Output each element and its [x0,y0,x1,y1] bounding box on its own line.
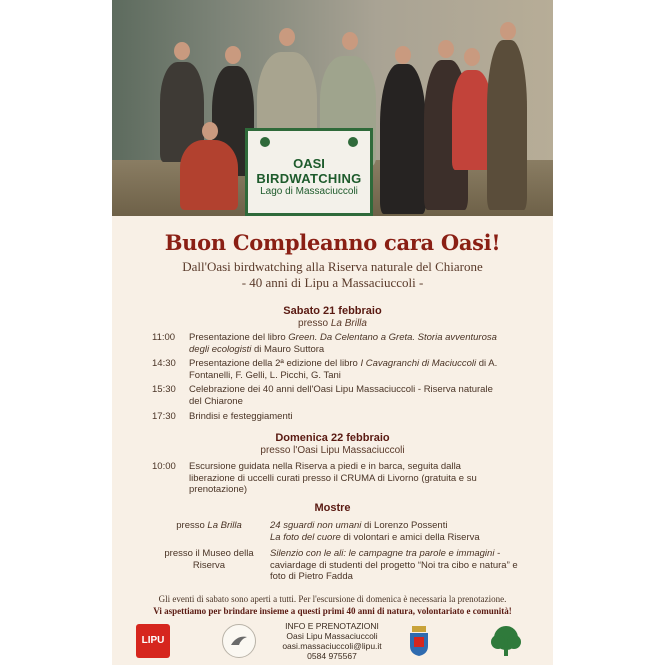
lipu-bird-icon [260,137,270,147]
event-time: 17:30 [152,411,176,422]
event-text: Presentazione del libro [189,332,289,343]
exhibition-place-name: La Brilla [207,520,242,531]
event-poster [112,0,553,665]
event-time: 11:00 [152,332,176,343]
anniversary-badge-icon [222,624,256,658]
info-phone[interactable]: 0584 975567 [307,651,357,661]
photo-person-head [438,40,454,58]
event-description [189,358,507,381]
photo-person [180,140,238,210]
sign-line-3: Lago di Massaciuccoli [260,186,358,197]
event-description: Escursione guidata nella Riserva a piedi e in barca, seguita dalla liberazione di uccelli curati presso il CRUMA di Livorno (gratuita e su prenotazione) [189,461,477,495]
book-title: I Cavagranchi di Maciuccoli [360,358,477,369]
day2-heading: Domenica 22 febbraio [275,432,390,444]
event-text: Presentazione della 2ª edizione del libro [189,358,361,369]
day1-heading: Sabato 21 febbraio [283,305,382,317]
exhibition-description [270,520,520,543]
event-description: Brindisi e festeggiamenti [189,411,293,422]
exhibitions-heading: Mostre [314,502,351,514]
photo-person-head [174,42,190,60]
access-note: Gli eventi di sabato sono aperti a tutti. Per l'escursione di domenica è necessaria la prenotazione. [158,594,507,604]
birdwatching-sign [245,128,373,216]
photo-person [452,70,492,170]
photo-person-head [395,46,411,64]
event-time: 14:30 [152,358,176,369]
exhibition-title: 24 sguardi non umani [270,520,362,531]
photo-person-head [342,32,358,50]
invitation-note: Vi aspettiamo per brindare insieme a questi primi 40 anni di natura, volontariato e comunità! [153,606,512,616]
bird-icon [223,625,255,657]
poster-subtitle-1: Dall'Oasi birdwatching alla Riserva naturale del Chiarone [182,259,483,274]
info-name: Oasi Lipu Massaciuccoli [286,631,378,641]
event-time: 10:00 [152,461,176,472]
group-photo [112,0,553,216]
day1-place-prefix: presso [298,318,331,329]
info-heading: INFO E PRENOTAZIONI [285,621,379,631]
poster-title: Buon Compleanno cara Oasi! [164,230,501,255]
lipu-logo-text: LIPU [141,635,165,646]
photo-person [487,40,527,210]
exhibition-place: presso il Museo della Riserva [164,548,254,571]
exhibition-description [270,548,520,583]
sign-logo-row [248,131,370,157]
day1-place-name: La Brilla [330,318,367,329]
exhibition-title: Silenzio con le ali: le campagne tra parole e immagini [270,548,495,559]
event-description: Celebrazione dei 40 anni dell'Oasi Lipu Massaciuccoli - Riserva naturale del Chiarone [189,384,493,407]
event-time: 15:30 [152,384,176,395]
exhibition-author: di Lorenzo Possenti [361,520,448,531]
exhibition-place-prefix: presso [176,520,208,531]
info-block [252,621,412,661]
photo-person-head [225,46,241,64]
exhibition-author: - caviardage di studenti del progetto “Noi tra cibo e natura” e foto di Pietro Fadda [270,548,518,582]
info-email[interactable]: oasi.massaciuccoli@lipu.it [282,641,382,651]
book-title: Green. Da Celentano a Greta. Storia avventurosa degli ecologisti [189,332,497,355]
day1-place [112,318,553,329]
exhibition-title: La foto del cuore [270,531,341,543]
sign-line-2: BIRDWATCHING [256,171,362,186]
municipal-crest-icon [408,624,430,658]
day2-place: presso l'Oasi Lipu Massaciuccoli [260,445,405,456]
exhibition-author: di volontari e amici della Riserva [340,531,480,543]
event-description [189,332,507,355]
exhibition-place [154,520,264,532]
lipu-logo [136,624,170,658]
emblem-icon [348,137,358,147]
photo-person [380,64,426,214]
event-text: di Mauro Suttora [251,343,325,355]
photo-person-head [500,22,516,40]
event-text: di A. Fontanelli, F. Gelli, L. Picchi, G. Tani [189,358,498,381]
poster-subtitle-2: - 40 anni di Lipu a Massaciuccoli - [241,275,424,290]
photo-person-head [202,122,218,140]
tree-logo-icon [488,624,524,658]
sign-line-1: OASI [293,156,325,171]
photo-person-head [279,28,295,46]
photo-person-head [464,48,480,66]
